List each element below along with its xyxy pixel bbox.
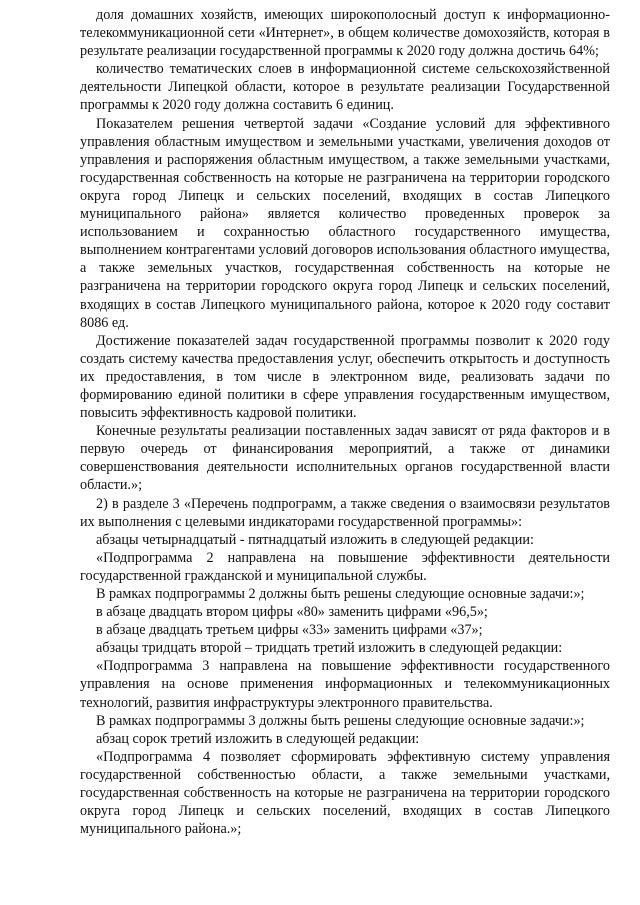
paragraph-subprogram-4: «Подпрограмма 4 позволяет сформировать эффективную систему управления государственной собственностью области, а также земельными участками, государственная собственность на которые не разграничена на территории городского округа город Липецк и сельских поселений, входящих в состав Липецкого муниципального района.»; <box>80 748 610 838</box>
paragraph-thematic-layers: количество тематических слоев в информационной системе сельскохозяйственной деятельности Липецкой области, которое в результате реализации Государственной программы к 2020 году должна составить 6 единиц. <box>80 61 610 114</box>
paragraph-amend-23: в абзаце двадцать третьем цифры «33» заменить цифрами «37»; <box>96 622 483 639</box>
paragraph-subprogram-3: «Подпрограмма 3 направлена на повышение эффективности государственного управления на основе применения информационных и телекоммуникационных технологий, развития инфраструктуры электронного правительства. <box>80 658 610 711</box>
paragraph-final-results: Конечные результаты реализации поставленных задач зависят от ряда факторов и в первую очередь от финансирования мероприятий, а также от динамики совершенствования деятельности исполнительных органов государственной власти области.»; <box>80 423 610 494</box>
paragraph-amend-14-15: абзацы четырнадцатый - пятнадцатый изложить в следующей редакции: <box>96 531 534 548</box>
paragraph-amend-32-33: абзацы тридцать второй – тридцать третий изложить в следующей редакции: <box>96 640 563 657</box>
paragraph-subprogram-3-tasks: В рамках подпрограммы 3 должны быть решены следующие основные задачи:»; <box>96 712 585 729</box>
paragraph-subprogram-2-tasks: В рамках подпрограммы 2 должны быть решены следующие основные задачи:»; <box>96 586 585 602</box>
paragraph-amend-22: в абзаце двадцать втором цифры «80» заменить цифрами «96,5»; <box>96 604 488 621</box>
paragraph-fourth-task-indicator: Показателем решения четвертой задачи «Создание условий для эффективного управления областным имуществом и земельными участками, увеличения доходов от управления и распоряжения областным имуществом, а также земельными участками, государственная собственность на которые не разграничена на территории городского округа город Липецк и сельских поселений, входящих в состав Липецкого муниципального района» является количество проведенных проверок за использованием и сохранностью областного государственного имущества, выполнением контрагентами условий договоров использования областного имущества, а также земельных участков, государственная собственность на которые не разграничена на территории городского округа город Липецк и сельских поселений, входящих в состав Липецкого муниципального района, которое к 2020 году составит 8086 ед. <box>80 115 610 331</box>
paragraph-broadband-share: доля домашних хозяйств, имеющих широкополосный доступ к информационно-телекоммуникационной сети «Интернет», в общем количестве домохозяйств, которая в результате реализации государственной программы к 2020 году должна достичь 64%; <box>80 7 610 60</box>
document-page <box>80 6 610 838</box>
paragraph-subprogram-2: «Подпрограмма 2 направлена на повышение эффективности деятельности государственной гражданской и муниципальной службы. <box>80 549 610 584</box>
paragraph-section-3: 2) в разделе 3 «Перечень подпрограмм, а также сведения о взаимосвязи результатов их выполнения с целевыми индикаторами государственной программы»: <box>80 495 610 530</box>
paragraph-amend-43: абзац сорок третий изложить в следующей редакции: <box>96 730 420 747</box>
paragraph-achievement: Достижение показателей задач государственной программы позволит к 2020 году создать систему качества предоставления услуг, обеспечить открытость и доступность их предоставления, в том числе в электронном виде, реализовать задачи по формированию единой политики в сфере управления государственным имуществом, повысить эффективность кадровой политики. <box>80 332 610 422</box>
